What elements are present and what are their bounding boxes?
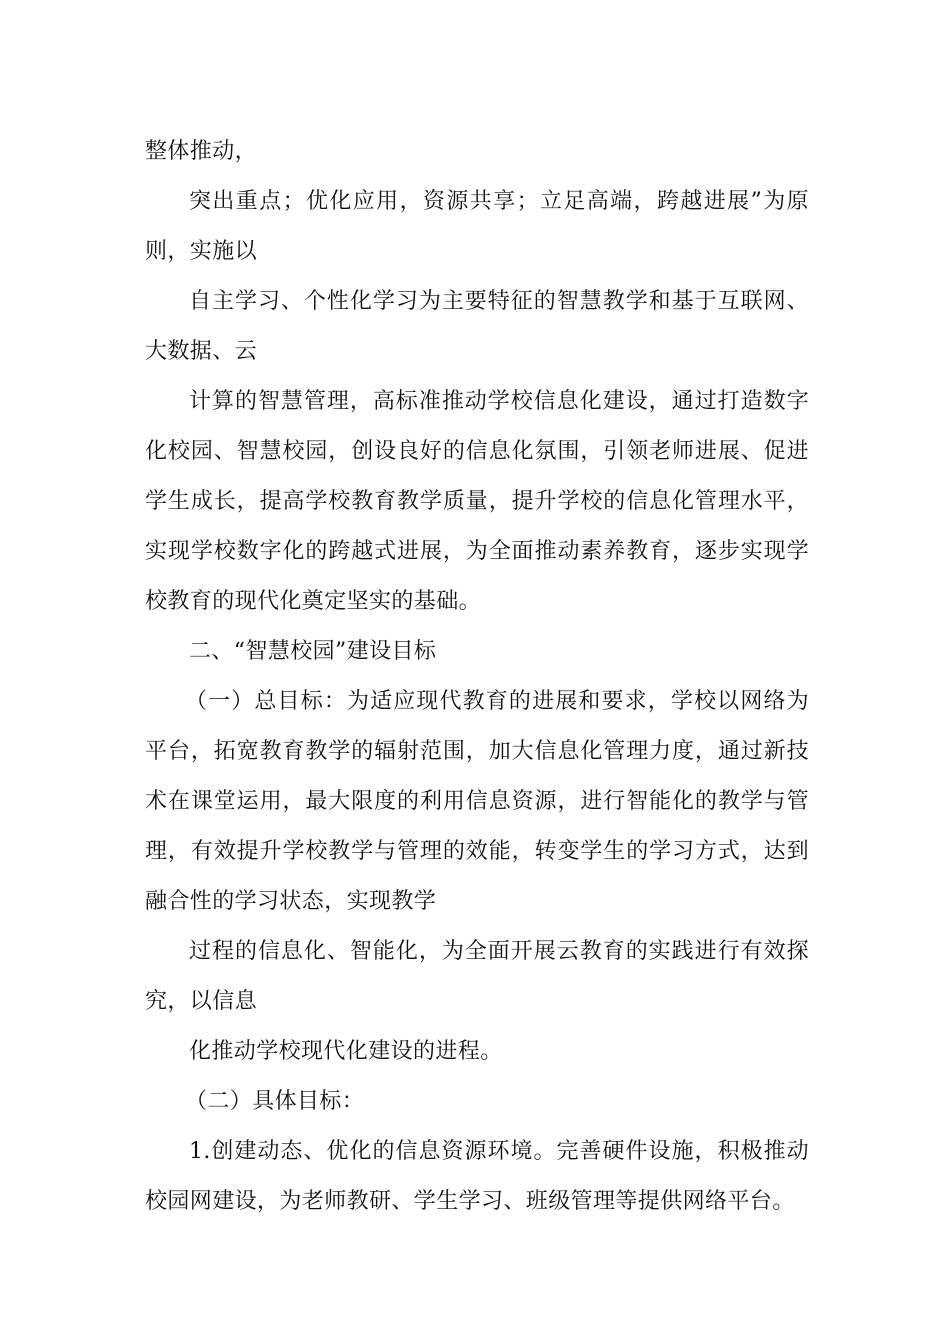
- section-heading: 二、“智慧校园”建设目标: [189, 639, 437, 664]
- paragraph-1: 整体推动，: [145, 139, 258, 164]
- paragraph-3: 自主学习、个性化学习为主要特征的智慧教学和基于互联网、大数据、云: [145, 289, 809, 364]
- paragraph-general-goal: （一）总目标：为适应现代教育的进展和要求，学校以网络为平台，拓宽教育教学的辐射范围，加大信息化管理力度，通过新技术在课堂运用，最大限度的利用信息资源，进行智能化的教学与管理，有效提升学校教学与管理的效能，转变学生的学习方式，达到融合性的学习状态，实现教学: [145, 689, 809, 914]
- paragraph-2: 突出重点；优化应用，资源共享；立足高端，跨越进展”为原则，实施以: [145, 189, 809, 264]
- paragraph-7: 化推动学校现代化建设的进程。: [189, 1039, 503, 1064]
- paragraph-goal-1: 1.创建动态、优化的信息资源环境。完善硬件设施，积极推动校园网建设，为老师教研、学生学习、班级管理等提供网络平台。: [145, 1139, 809, 1214]
- paragraph-6: 过程的信息化、智能化，为全面开展云教育的实践进行有效探究，以信息: [145, 939, 809, 1014]
- document-body: [145, 127, 809, 1227]
- subheading-specific-goals: （二）具体目标：: [185, 1089, 365, 1114]
- paragraph-4: 计算的智慧管理，高标准推动学校信息化建设，通过打造数字化校园、智慧校园，创设良好的信息化氛围，引领老师进展、促进学生成长，提高学校教育教学质量，提升学校的信息化管理水平，实现学校数字化的跨越式进展，为全面推动素养教育，逐步实现学校教育的现代化奠定坚实的基础。: [145, 389, 809, 614]
